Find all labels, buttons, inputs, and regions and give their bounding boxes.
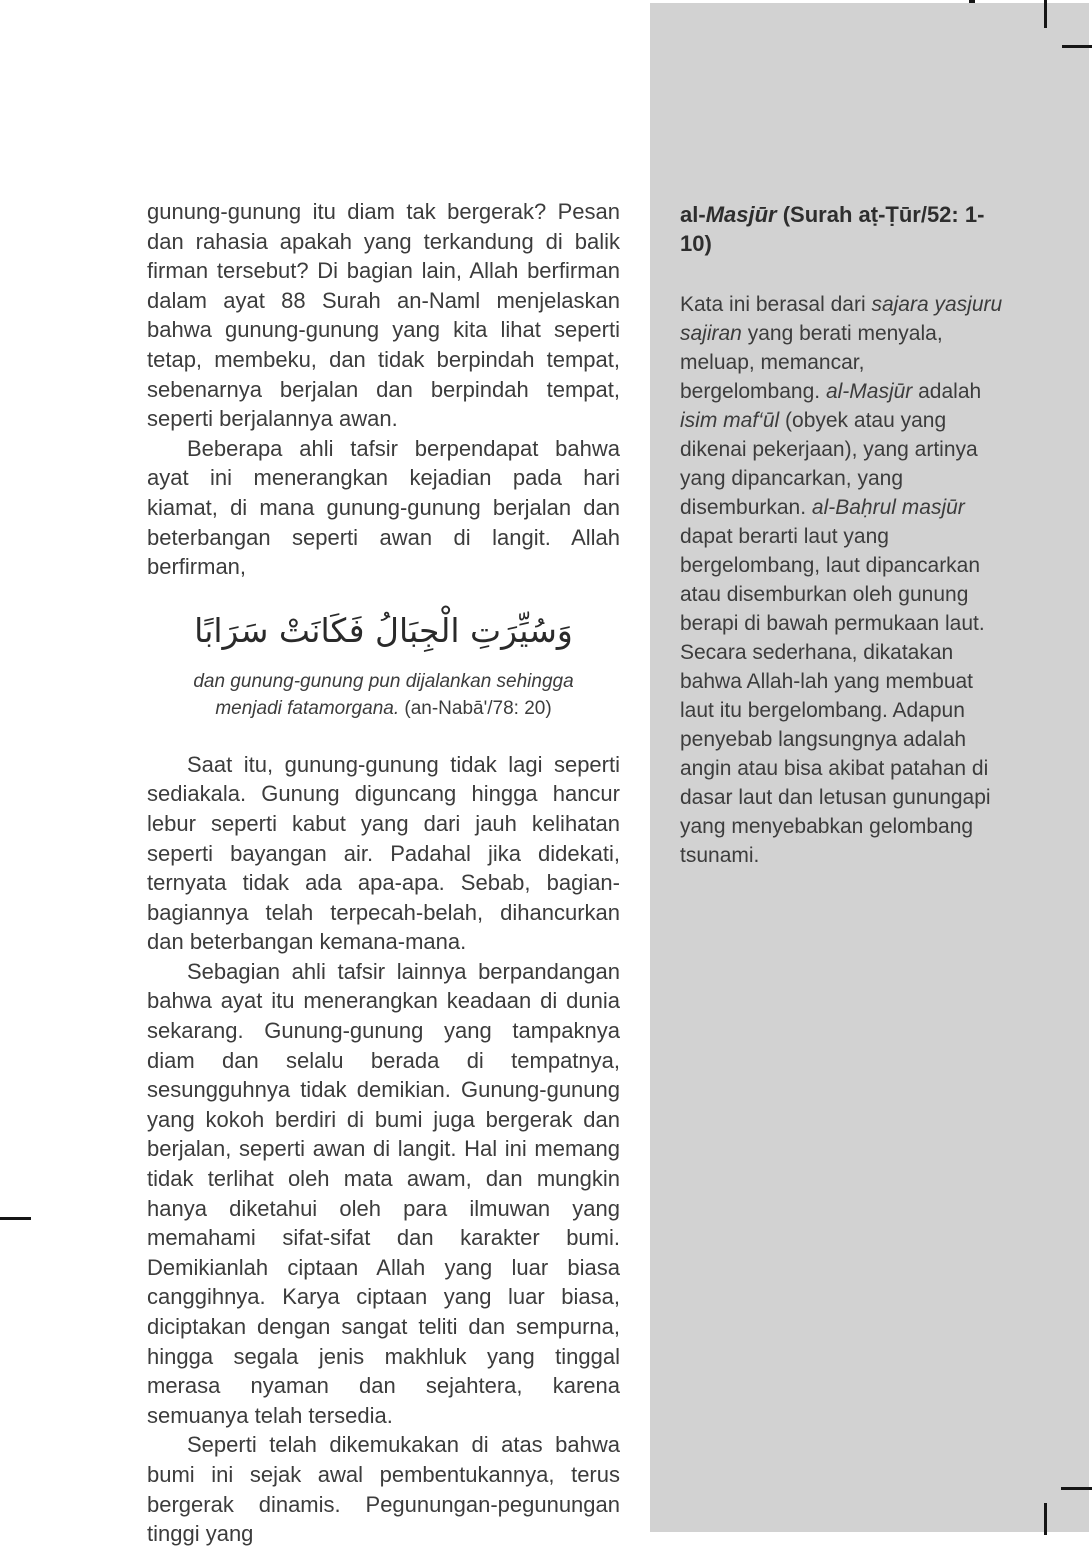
text-segment: (obyek atau yang dikenai pekerjaan), yang artinya yang dipancarkan, yang disemburkan.	[680, 409, 978, 519]
text-segment: adalah	[912, 380, 982, 403]
text-segment-italic: al-Baḥrul masjūr	[811, 496, 965, 519]
crop-mark-top-right-vertical	[1044, 0, 1047, 28]
text-segment: al-	[680, 202, 706, 227]
text-segment: (Surah aṭ-Ṭūr/52: 1-10)	[680, 202, 985, 256]
verse-translation-text: dan gunung-gunung pun dijalankan sehingga menjadi fatamorgana.	[193, 670, 574, 719]
text-segment-italic: al-Masjūr	[825, 380, 913, 403]
quran-verse-arabic: وَسُيِّرَتِ الْجِبَالُ فَكَانَتْ سَرَابًا	[194, 610, 573, 650]
crop-mark-top-tick	[969, 0, 975, 3]
verse-translation-caption	[177, 668, 590, 722]
body-paragraph: Seperti telah dikemukakan di atas bahwa bumi ini sejak awal pembentukannya, terus bergerak dinamis. Pegunungan-pegunungan tinggi yang	[147, 1432, 620, 1547]
body-paragraph: gunung-gunung itu diam tak bergerak? Pesan dan rahasia apakah yang terkandung di balik firman tersebut? Di bagian lain, Allah berfirman dalam ayat 88 Surah an-Naml menjelaskan bahwa gunung-gunung yang kita lihat seperti tetap, membeku, dan tidak berpindah tempat, sebenarnya berjalan dan berpindah tempat, seperti berjalannya awan.	[147, 199, 620, 432]
verse-reference: (an-Nabā'/78: 20)	[404, 697, 552, 719]
text-segment: Kata ini berasal dari	[680, 293, 872, 316]
crop-mark-top-right-horizontal	[1062, 45, 1092, 48]
text-segment-italic: sajara yasjuru sajiran	[680, 293, 1003, 345]
text-segment: yang berati menyala, meluap, memancar, bergelombang.	[680, 322, 943, 403]
body-paragraph: Sebagian ahli tafsir lainnya berpandangan bahwa ayat itu menerangkan keadaan di dunia sekarang. Gunung-gunung yang tampaknya diam dan selalu berada di tempatnya, sesungguhnya tidak demikian. Gunung-gunung yang kokoh berdiri di bumi juga bergerak dan berjalan, seperti awan di langit. Hal ini memang tidak terlihat oleh mata awam, dan mungkin hanya diketahui oleh para ilmuwan yang memahami sifat-sifat dan karakter bumi. Demikianlah ciptaan Allah yang luar biasa canggihnya. Karya ciptaan yang luar biasa, diciptakan dengan sangat teliti dan sempurna, hingga segala jenis makhluk yang tinggal merasa nyaman dan sejahtera, karena semuanya telah tersedia.	[147, 958, 620, 1428]
text-segment: dapat berarti laut yang bergelombang, laut dipancarkan atau disemburkan oleh gunung berapi di bawah permukaan laut. Secara sederhana, dikatakan bahwa Allah-lah yang membuat laut itu bergelombang. Adapun penyebab langsungnya adalah angin atau bisa akibat patahan di dasar laut dan letusan gunungapi yang menyebabkan gelombang tsunami.	[680, 525, 991, 867]
main-column	[147, 197, 620, 1549]
crop-mark-left-horizontal	[0, 1217, 31, 1220]
sidebar-body	[680, 290, 1010, 870]
body-paragraph: Beberapa ahli tafsir berpendapat bahwa ayat ini menerangkan kejadian pada hari kiamat, di mana gunung-gunung berjalan dan beterbangan seperti awan di langit. Allah berfirman,	[147, 435, 620, 580]
sidebar-heading	[680, 200, 1010, 258]
sidebar-content	[680, 200, 1010, 870]
crop-mark-bottom-right-horizontal	[1061, 1487, 1092, 1490]
sidebar-panel	[650, 3, 1089, 1532]
text-segment-italic: isim maf‘ūl	[680, 409, 780, 432]
text-segment-italic: Masjūr	[705, 202, 777, 227]
body-paragraph: Saat itu, gunung-gunung tidak lagi seperti sediakala. Gunung diguncang hingga hancur lebur seperti kabut yang dari jauh kelihatan seperti bayangan air. Padahal jika didekati, ternyata tidak ada apa-apa. Sebab, bagian-bagiannya telah terpecah-belah, dihancurkan dan beterbangan kemana-mana.	[147, 751, 620, 955]
crop-mark-bottom-right-vertical	[1044, 1503, 1047, 1535]
